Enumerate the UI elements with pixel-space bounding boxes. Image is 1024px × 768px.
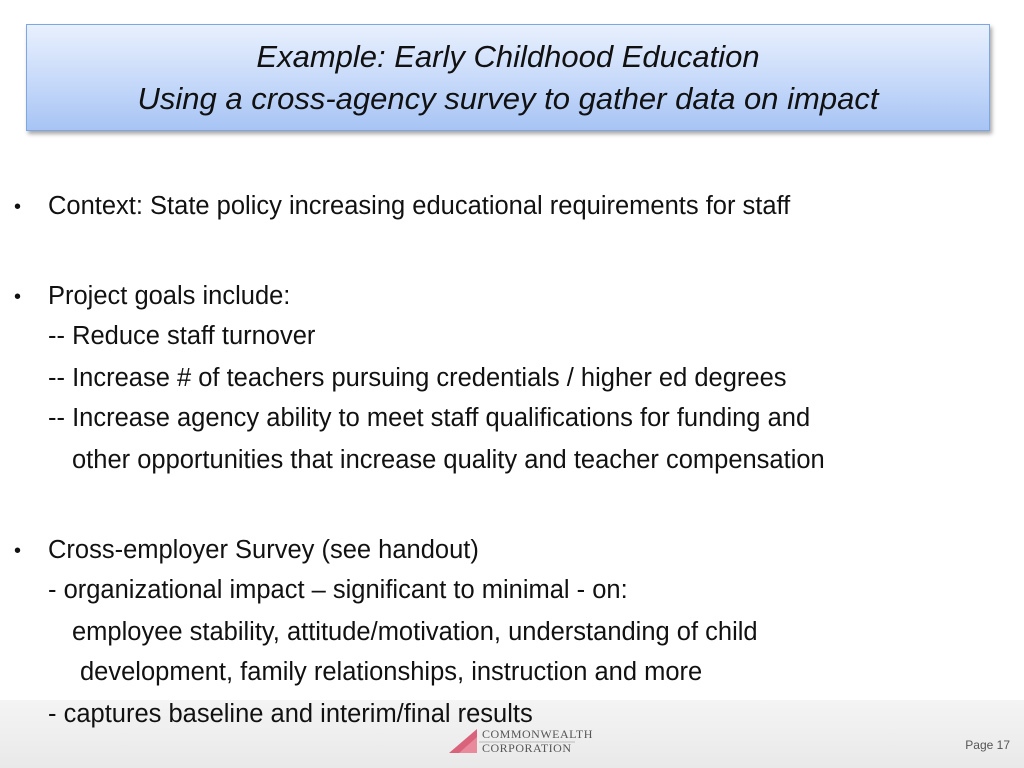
bullet-subline: -- Reduce staff turnover xyxy=(48,322,316,350)
bullet-text: Context: State policy increasing educational requirements for staff xyxy=(48,192,791,220)
slide-title-line-2: Using a cross-agency survey to gather data on impact xyxy=(137,80,879,116)
bullet-subline: development, family relationships, instruction and more xyxy=(80,658,703,686)
bullet-subline: other opportunities that increase quality and teacher compensation xyxy=(72,446,825,474)
bullet-marker: • xyxy=(14,196,22,218)
logo-text-line-2: CORPORATION xyxy=(482,741,572,755)
logo-text-line-1: COMMONWEALTH xyxy=(482,727,593,741)
page-number: Page 17 xyxy=(965,738,1010,752)
bullet-subline: employee stability, attitude/motivation, understanding of child xyxy=(72,618,758,646)
bullet-text: Project goals include: xyxy=(48,282,291,310)
slide-title-line-1: Example: Early Childhood Education xyxy=(256,38,760,74)
bullet-marker: • xyxy=(14,540,22,562)
bullet-marker: • xyxy=(14,286,22,308)
bullet-subline: -- Increase agency ability to meet staff qualifications for funding and xyxy=(48,404,811,432)
bullet-subline: - organizational impact – significant to minimal - on: xyxy=(48,576,628,604)
bullet-text: Cross-employer Survey (see handout) xyxy=(48,536,479,564)
bullet-subline: -- Increase # of teachers pursuing credentials / higher ed degrees xyxy=(48,364,787,392)
bullet-subline: - captures baseline and interim/final results xyxy=(48,700,533,728)
